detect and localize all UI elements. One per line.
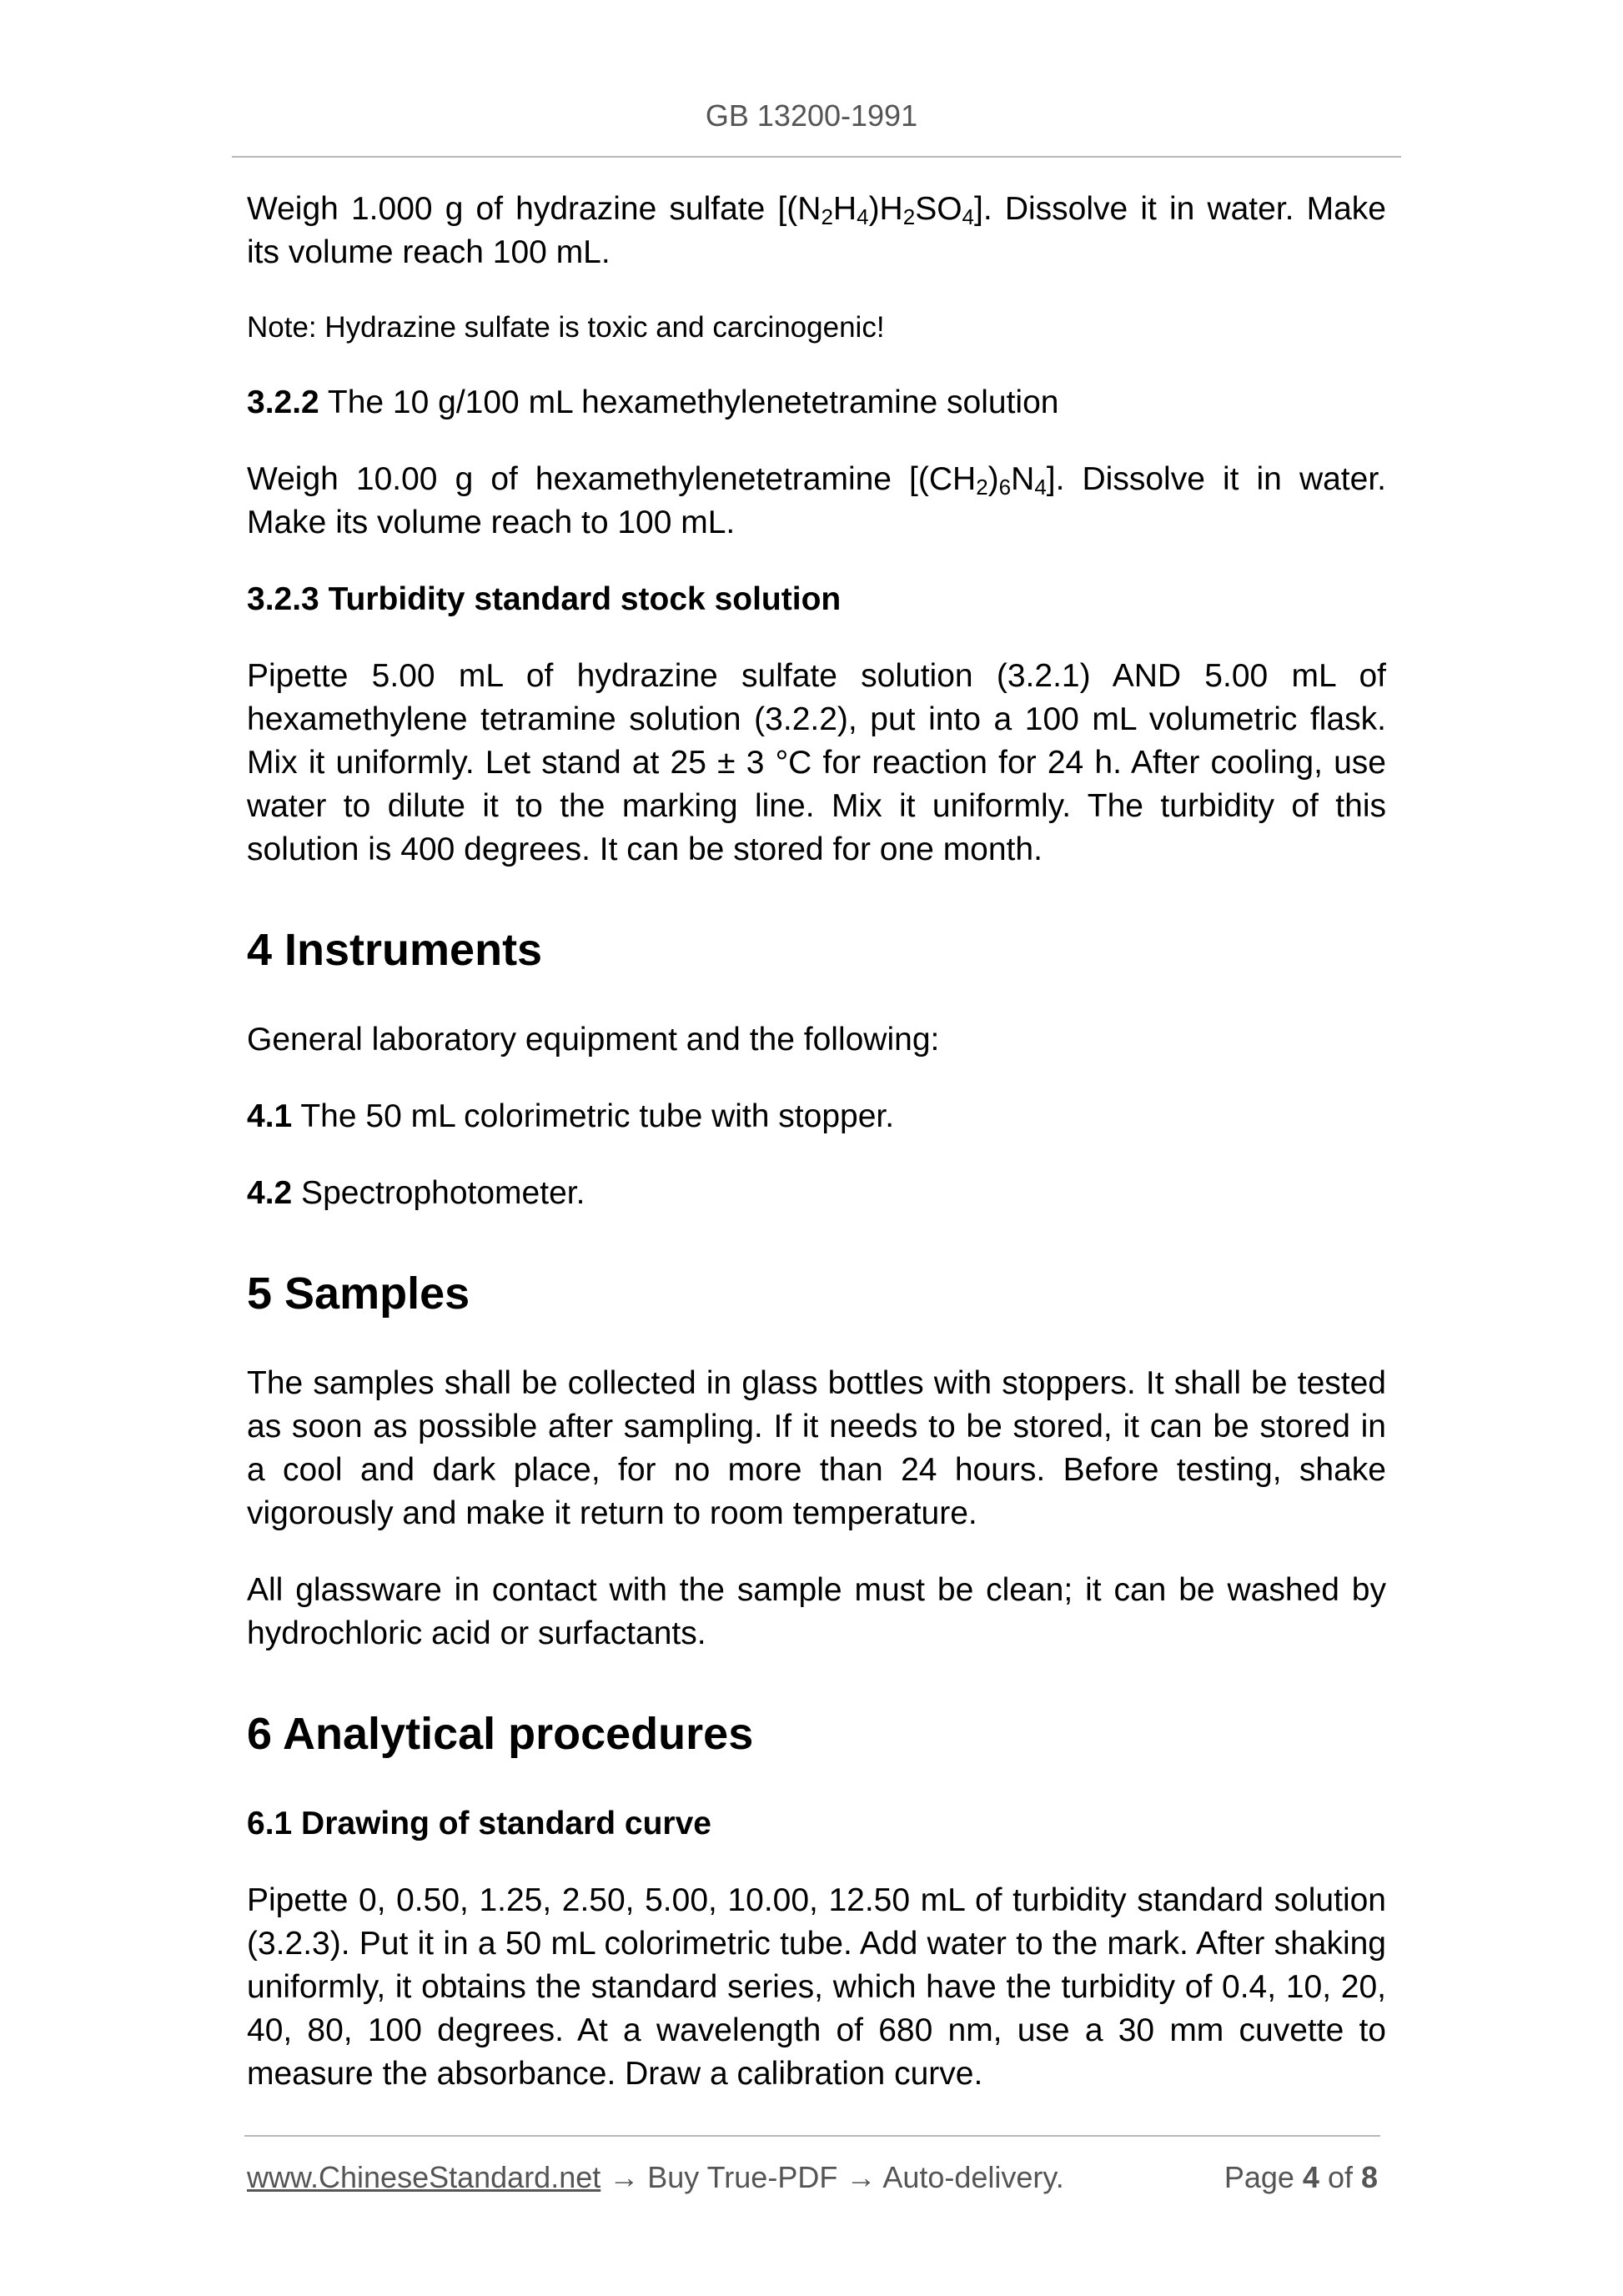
section-6-1-heading: 6.1 Drawing of standard curve <box>247 1806 711 1841</box>
footer-tagline: → Buy True-PDF → Auto-delivery. <box>600 2160 1064 2194</box>
hexamethylenetetramine-paragraph: Weigh 10.00 g of hexamethylenetetramine $[(CH_2)_6N_4]$. Dissolve it in water. Make its volume reach to 100 mL. <box>247 461 1386 540</box>
header-divider <box>232 156 1401 158</box>
hydrazine-sulfate-paragraph: Weigh 1.000 g of hydrazine sulfate $[(N_2H_4)H_2SO_4]$. Dissolve it in water. Make its volume reach 100 mL. <box>247 191 1386 270</box>
instrument-item-4-2: 4.2 Spectrophotometer. <box>247 1175 585 1211</box>
page-footer <box>247 2160 1386 2195</box>
section-5-heading: 5 Samples <box>247 1269 470 1319</box>
page-indicator: Page 4 of 8 <box>1224 2160 1378 2194</box>
section-6-heading: 6 Analytical procedures <box>247 1709 754 1759</box>
samples-paragraph-1: The samples shall be collected in glass bottles with stoppers. It shall be tested as soon as possible after sampling. If it needs to be stored, it can be stored in a cool and dark place, for no more than 24 hours. Before testing, shake vigorously and make it return to room temperature. <box>247 1365 1386 1531</box>
clause-number: 3.2.2 <box>247 384 319 420</box>
turbidity-stock-paragraph: Pipette 5.00 mL of hydrazine sulfate solution (3.2.1) AND 5.00 mL of hexamethylene tetramine solution (3.2.2), put into a 100 mL volumetric flask. Mix it uniformly. Let stand at 25 ± 3 °C for reaction for 24 h. After cooling, use water to dilute it to the marking line. Mix it uniformly. The turbidity of this solution is 400 degrees. It can be stored for one month. <box>247 658 1386 867</box>
instrument-item-4-1: 4.1 The 50 mL colorimetric tube with stopper. <box>247 1098 895 1134</box>
footer-divider <box>244 2135 1380 2137</box>
page-header: GB 13200-1991 <box>705 98 918 133</box>
samples-paragraph-2: All glassware in contact with the sample must be clean; it can be washed by hydrochloric acid or surfactants. <box>247 1572 1386 1651</box>
section-3-2-2-title: 3.2.2 The 10 g/100 mL hexamethylenetetramine solution <box>247 384 1059 420</box>
toxicity-note: Note: Hydrazine sulfate is toxic and carcinogenic! <box>247 311 885 344</box>
section-4-heading: 4 Instruments <box>247 925 543 975</box>
page-total: 8 <box>1360 2160 1378 2194</box>
instruments-intro: General laboratory equipment and the following: <box>247 1022 940 1058</box>
page-number: 4 <box>1302 2160 1319 2194</box>
page-content <box>247 188 1386 2129</box>
section-3-2-3-heading: 3.2.3 Turbidity standard stock solution <box>247 581 842 617</box>
standard-curve-paragraph: Pipette 0, 0.50, 1.25, 2.50, 5.00, 10.00, 12.50 mL of turbidity standard solution (3.2.3). Put it in a 50 mL colorimetric tube. Add water to the mark. After shaking uniformly, it obtains the standard series, which have the turbidity of 0.4, 10, 20, 40, 80, 100 degrees. At a wavelength of 680 nm, use a 30 mm cuvette to measure the absorbance. Draw a calibration curve. <box>247 1882 1386 2092</box>
chinesestandard-link[interactable]: www.ChineseStandard.net <box>247 2160 601 2194</box>
